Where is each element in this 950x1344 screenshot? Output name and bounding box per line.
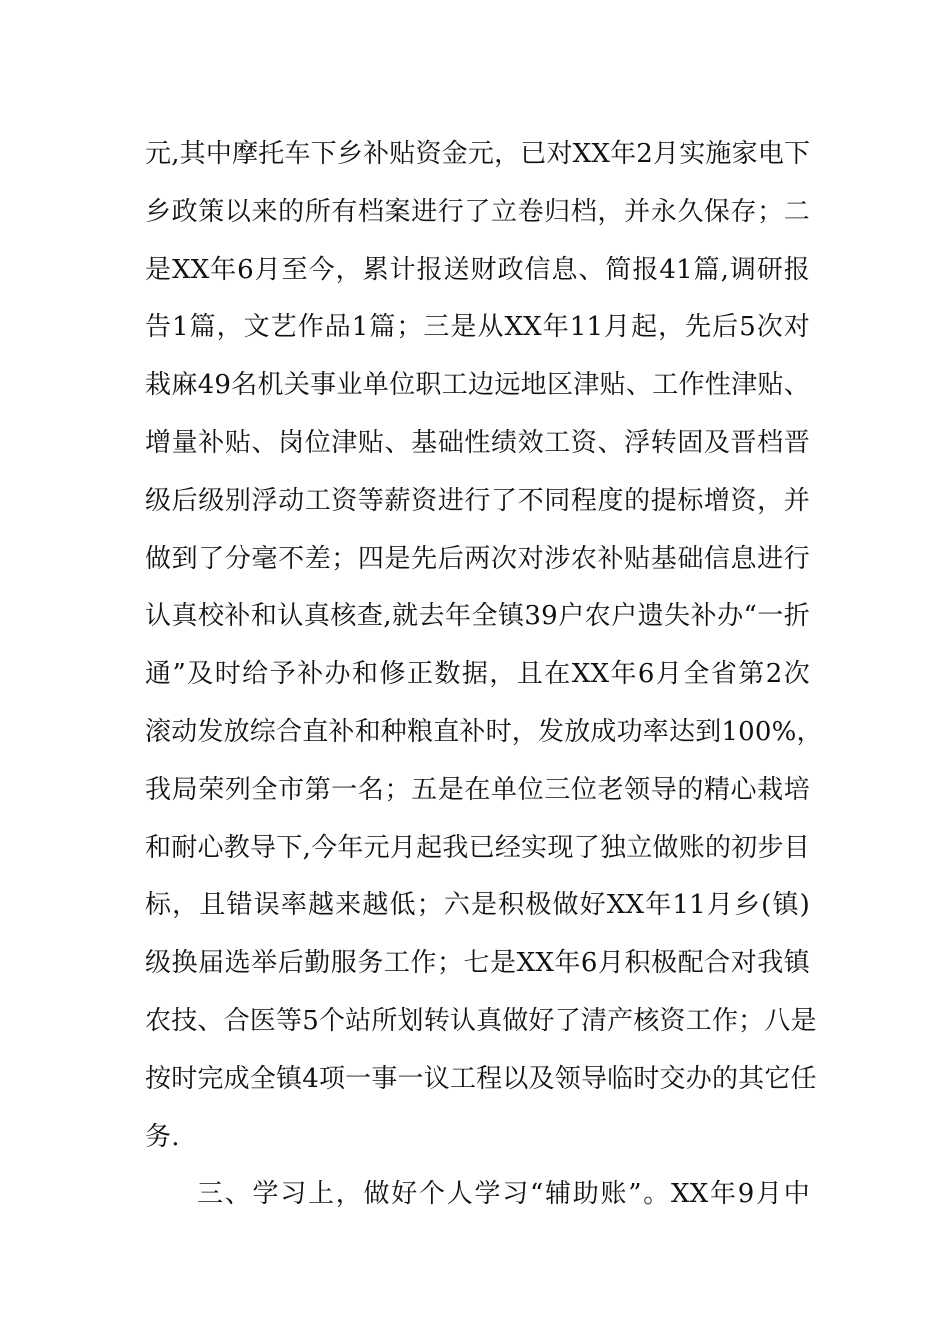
text-line: 告1篇，文艺作品1篇；三是从XX年11月起，先后5次对 [145,312,810,343]
text-line: 农技、合医等5个站所划转认真做好了清产核资工作；八是 [145,1005,817,1036]
text-line: 务. [145,1121,180,1152]
text-line: 级后级别浮动工资等薪资进行了不同程度的提标增资，并 [145,485,810,516]
text-line: 增量补贴、岗位津贴、基础性绩效工资、浮转固及晋档晋 [145,427,810,458]
text-line: 栽麻49名机关事业单位职工边远地区津贴、工作性津贴、 [145,370,810,401]
text-line: 我局荣列全市第一名；五是在单位三位老领导的精心栽培 [145,774,810,805]
text-line: 元,其中摩托车下乡补贴资金元，已对XX年2月实施家电下 [145,139,811,169]
text-line: 级换届选举后勤服务工作；七是XX年6月积极配合对我镇 [145,948,810,979]
text-line: 标，且错误率越来越低；六是积极做好XX年11月乡(镇) [145,890,810,921]
document-body [145,126,823,1224]
text-line: 乡政策以来的所有档案进行了立卷归档，并永久保存；二 [145,196,810,227]
text-line: 认真校补和认真核查,就去年全镇39户农户遗失补办“一折 [145,601,810,632]
text-line: 和耐心教导下,今年元月起我已经实现了独立做账的初步目 [145,832,810,863]
text-line: 滚动发放综合直补和种粮直补时，发放成功率达到100%， [145,716,823,747]
section-heading-line: 三、学习上，做好个人学习“辅助账”。XX年9月中 [197,1179,810,1210]
text-line: 是XX年6月至今，累计报送财政信息、简报41篇,调研报 [145,254,810,285]
text-line: 按时完成全镇4项一事一议工程以及领导临时交办的其它任 [145,1063,817,1094]
text-line: 做到了分毫不差；四是先后两次对涉农补贴基础信息进行 [145,543,810,574]
text-line: 通”及时给予补办和修正数据，且在XX年6月全省第2次 [145,659,810,690]
